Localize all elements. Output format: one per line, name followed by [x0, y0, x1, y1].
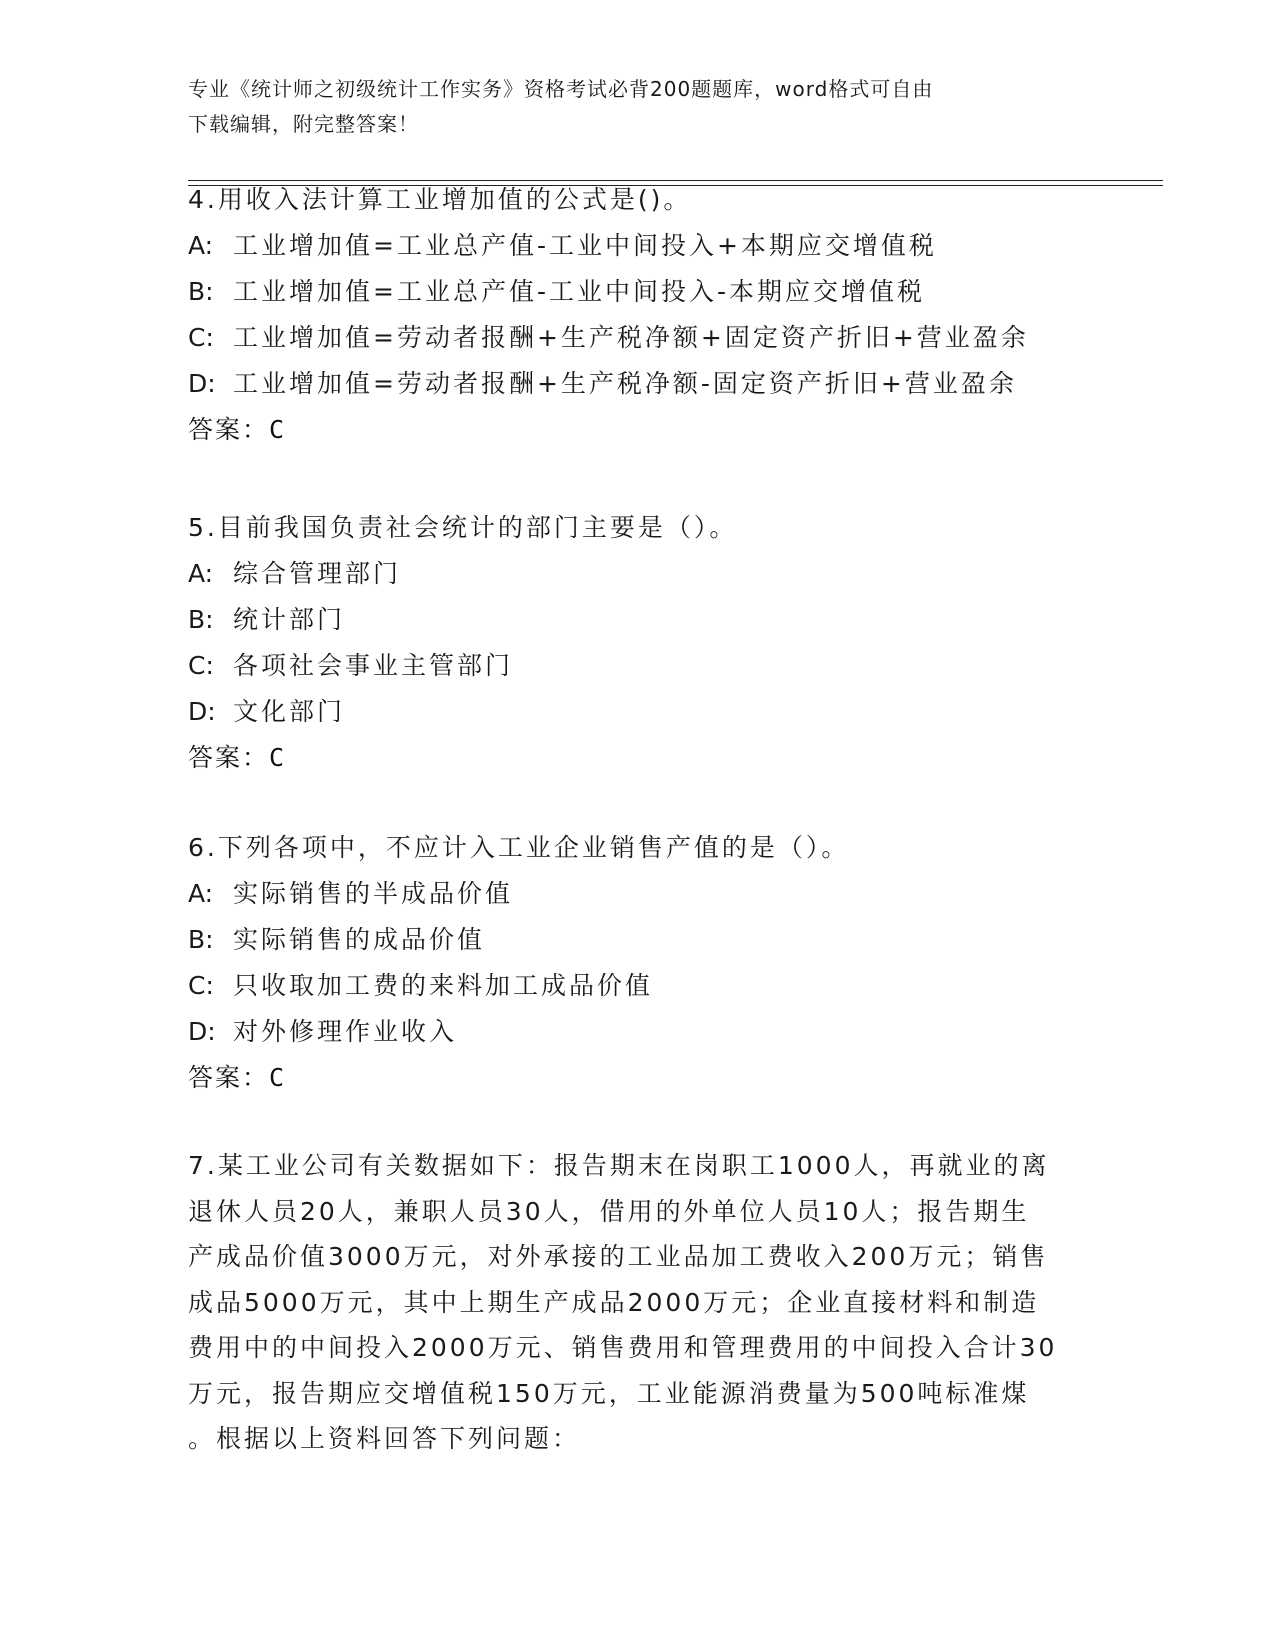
option-a [188, 223, 1088, 269]
question-7-line-3: 产成品价值3000万元，对外承接的工业品加工费收入200万元；销售 [188, 1242, 1049, 1271]
option-label: A: [188, 231, 214, 260]
option-label: B: [188, 605, 214, 634]
option-c [188, 643, 1088, 689]
question-7-line-2: 退休人员20人，兼职人员30人，借用的外单位人员10人；报告期生 [188, 1196, 1030, 1226]
question-stem: 5.目前我国负责社会统计的部门主要是（）。 [188, 513, 738, 542]
option-text: 工业增加值=工业总产值-工业中间投入-本期应交增值税 [233, 277, 925, 306]
question-7-line-1: 7.某工业公司有关数据如下：报告期末在岗职工1000人，再就业的离 [188, 1151, 1050, 1180]
option-label: A: [188, 879, 214, 908]
option-b [188, 597, 1088, 643]
option-text: 实际销售的成品价值 [233, 925, 486, 954]
option-text: 只收取加工费的来料加工成品价值 [233, 971, 654, 1000]
option-b [188, 269, 1088, 315]
option-label: C: [188, 323, 214, 352]
option-label: B: [188, 277, 214, 306]
option-label: C: [188, 651, 214, 680]
question-7 [188, 1143, 1088, 1462]
option-d [188, 1009, 1088, 1055]
header-line-1: 专业《统计师之初级统计工作实务》资格考试必背200题题库，word格式可自由 [188, 77, 934, 101]
option-a [188, 551, 1088, 597]
answer-label: 答案： [188, 1063, 270, 1092]
question-7-line-4: 成品5000万元，其中上期生产成品2000万元；企业直接材料和制造 [188, 1287, 1040, 1317]
answer-label: 答案： [188, 743, 270, 772]
question-7-line-5: 费用中的中间投入2000万元、销售费用和管理费用的中间投入合计30 [188, 1333, 1058, 1362]
option-label: C: [188, 971, 214, 1000]
option-d [188, 361, 1088, 407]
question-stem: 4.用收入法计算工业增加值的公式是()。 [188, 185, 692, 214]
option-c [188, 315, 1088, 361]
question-7-line-7: 。根据以上资料回答下列问题： [188, 1424, 581, 1453]
answer-value: C [269, 415, 287, 444]
answer-value: C [269, 743, 287, 772]
answer-label: 答案： [188, 415, 270, 444]
question-4 [188, 177, 1088, 453]
question-7-line-6: 万元，报告期应交增值税150万元，工业能源消费量为500吨标准煤 [188, 1378, 1030, 1408]
answer-value: C [269, 1063, 287, 1092]
option-text: 工业增加值=劳动者报酬+生产税净额+固定资产折旧+营业盈余 [233, 323, 1029, 352]
option-d [188, 689, 1088, 735]
option-label: D: [188, 1017, 216, 1046]
option-label: B: [188, 925, 214, 954]
option-text: 工业增加值=劳动者报酬+生产税净额-固定资产折旧+营业盈余 [233, 369, 1017, 398]
option-text: 统计部门 [233, 605, 346, 634]
option-text: 各项社会事业主管部门 [233, 651, 514, 680]
option-label: D: [188, 369, 216, 398]
option-c [188, 963, 1088, 1009]
option-text: 综合管理部门 [233, 559, 402, 588]
document-header [188, 72, 1068, 142]
question-stem: 6.下列各项中，不应计入工业企业销售产值的是（）。 [188, 833, 850, 862]
question-6 [188, 825, 1088, 1101]
answer-line [188, 1055, 1088, 1101]
option-label: D: [188, 697, 216, 726]
option-text: 实际销售的半成品价值 [233, 879, 514, 908]
option-label: A: [188, 559, 214, 588]
question-5 [188, 505, 1088, 781]
option-b [188, 917, 1088, 963]
option-text: 对外修理作业收入 [233, 1017, 458, 1046]
answer-line [188, 407, 1088, 453]
option-a [188, 871, 1088, 917]
answer-line [188, 735, 1088, 781]
option-text: 工业增加值=工业总产值-工业中间投入+本期应交增值税 [233, 231, 937, 260]
option-text: 文化部门 [233, 697, 346, 726]
header-line-2: 下载编辑，附完整答案！ [188, 112, 419, 136]
